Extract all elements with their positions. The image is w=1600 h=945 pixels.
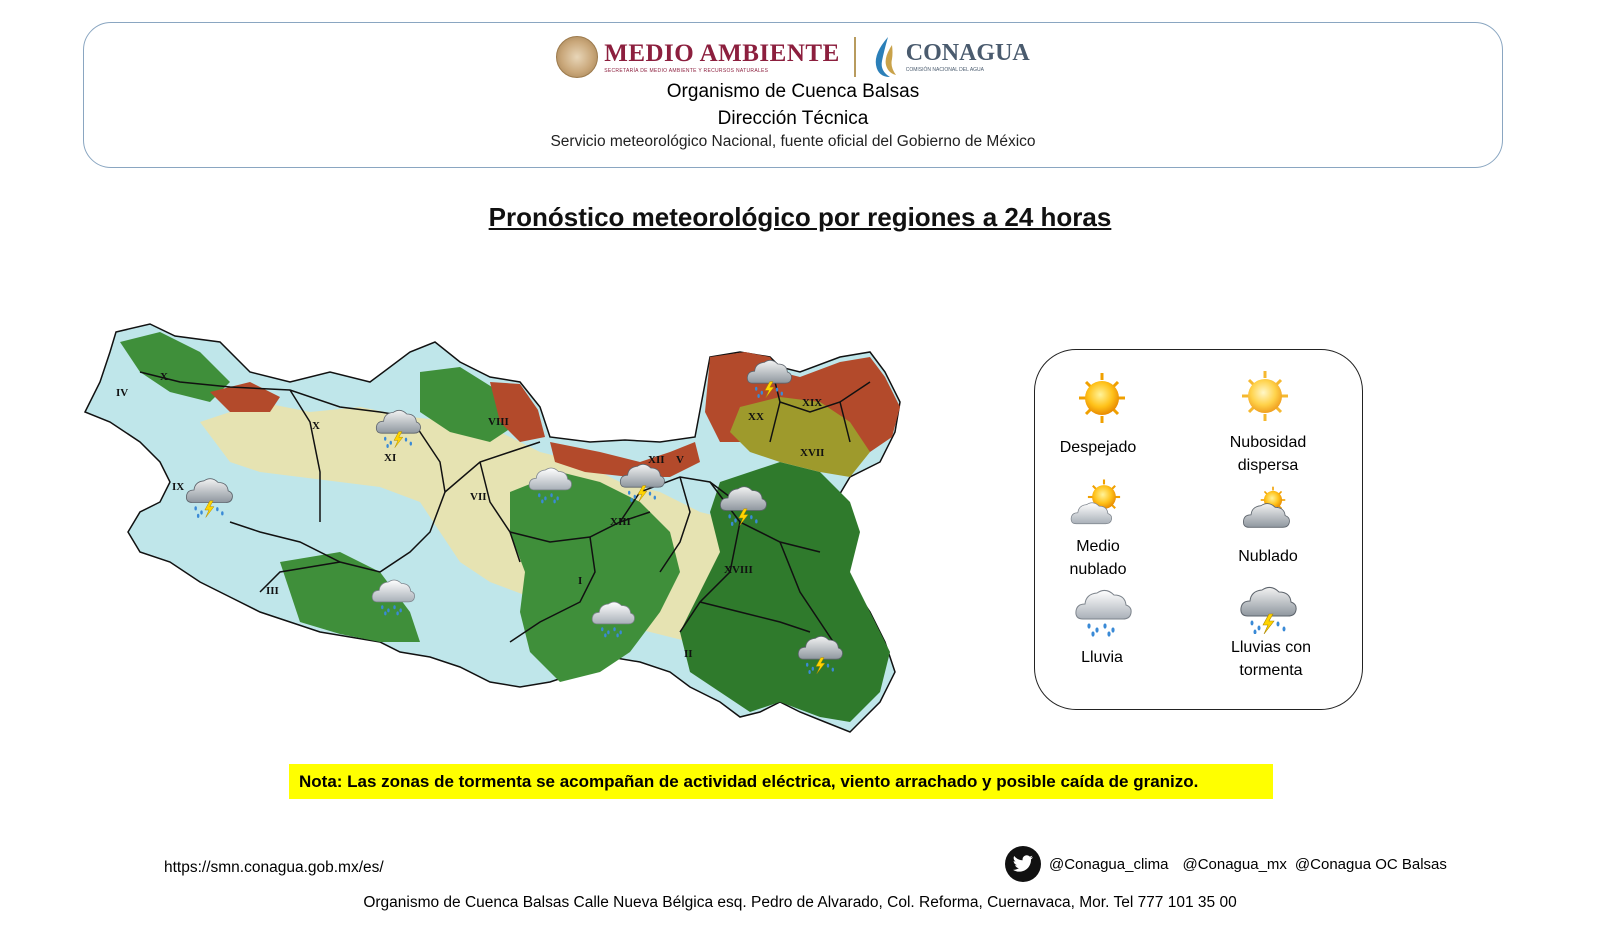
footer-social [1005, 846, 1447, 882]
conagua-logo [870, 35, 1030, 79]
legend-label-nubosidad: Nubosidad dispersa [1229, 434, 1307, 474]
medio-ambiente-text: MEDIO AMBIENTE [604, 39, 840, 67]
footer-url-link[interactable]: https://smn.conagua.gob.mx/es/ [164, 859, 384, 876]
conagua-text: CONAGUA [905, 40, 1030, 66]
rain-icon [1073, 583, 1133, 637]
region-label: IV [116, 387, 129, 399]
social-conagua-oc-balsas[interactable]: @Conagua OC Balsas [1294, 855, 1447, 873]
region-label: I [578, 575, 583, 587]
sun-cloud-icon [1069, 478, 1129, 532]
logo-row [84, 31, 1502, 83]
sun-haze-icon [1235, 369, 1295, 423]
legend-label-lluvia: Lluvia [1081, 649, 1123, 666]
mexico-seal-icon [556, 36, 598, 78]
page-title: Pronóstico meteorológico por regiones a 24 horas [488, 202, 1112, 232]
conagua-drop-icon [870, 35, 900, 79]
region-label: X [312, 420, 320, 432]
region-label: V [676, 454, 684, 466]
cloud-sun-icon [1239, 483, 1299, 537]
social-conagua-mx[interactable]: @Conagua_mx [1182, 855, 1287, 873]
region-label: XII [648, 454, 665, 466]
legend [1034, 349, 1363, 710]
region-label: XI [384, 452, 397, 464]
region-label: III [266, 585, 279, 597]
medio-ambiente-subtext: SECRETARÍA DE MEDIO AMBIENTE Y RECURSOS NATURALES [604, 67, 769, 74]
map-svg [80, 312, 910, 742]
header-box [83, 22, 1503, 168]
footer-address: Organismo de Cuenca Balsas Calle Nueva Bélgica esq. Pedro de Alvarado, Col. Reforma, Cuernavaca, Mor. Tel 777 101 35 00 [363, 894, 1237, 911]
legend-label-despejado: Despejado [1059, 439, 1137, 456]
sun-icon [1072, 371, 1132, 425]
region-label: VII [470, 491, 487, 503]
conagua-subtext: COMISIÓN NACIONAL DEL AGUA [905, 67, 985, 73]
social-conagua-clima[interactable]: @Conagua_clima [1049, 855, 1169, 873]
region-label: II [684, 648, 693, 660]
forecast-map [80, 312, 910, 742]
legend-label-medio-nublado: Medio nublado [1069, 538, 1127, 578]
medio-ambiente-logo [556, 36, 840, 78]
legend-label-nublado: Nublado [1238, 548, 1298, 565]
legend-label-tormenta: Lluvias con tormenta [1230, 639, 1312, 679]
region-label: XVII [800, 447, 825, 459]
header-organismo: Organismo de Cuenca Balsas [666, 81, 920, 102]
region-label: XIII [610, 516, 631, 528]
region-label: XX [748, 411, 764, 423]
header-direccion: Dirección Técnica [717, 108, 869, 129]
twitter-icon[interactable] [1005, 846, 1041, 882]
logo-divider [854, 37, 856, 77]
region-label: XVIII [724, 564, 753, 576]
region-label: IX [172, 481, 185, 493]
header-servicio: Servicio meteorológico Nacional, fuente oficial del Gobierno de México [550, 133, 1036, 150]
region-label: VIII [488, 416, 509, 428]
region-label: XIX [802, 397, 823, 409]
region-label: X [160, 371, 168, 383]
storm-icon [1238, 580, 1298, 634]
storm-note: Nota: Las zonas de tormenta se acompañan de actividad eléctrica, viento arrachado y posible caída de granizo. [289, 764, 1273, 799]
